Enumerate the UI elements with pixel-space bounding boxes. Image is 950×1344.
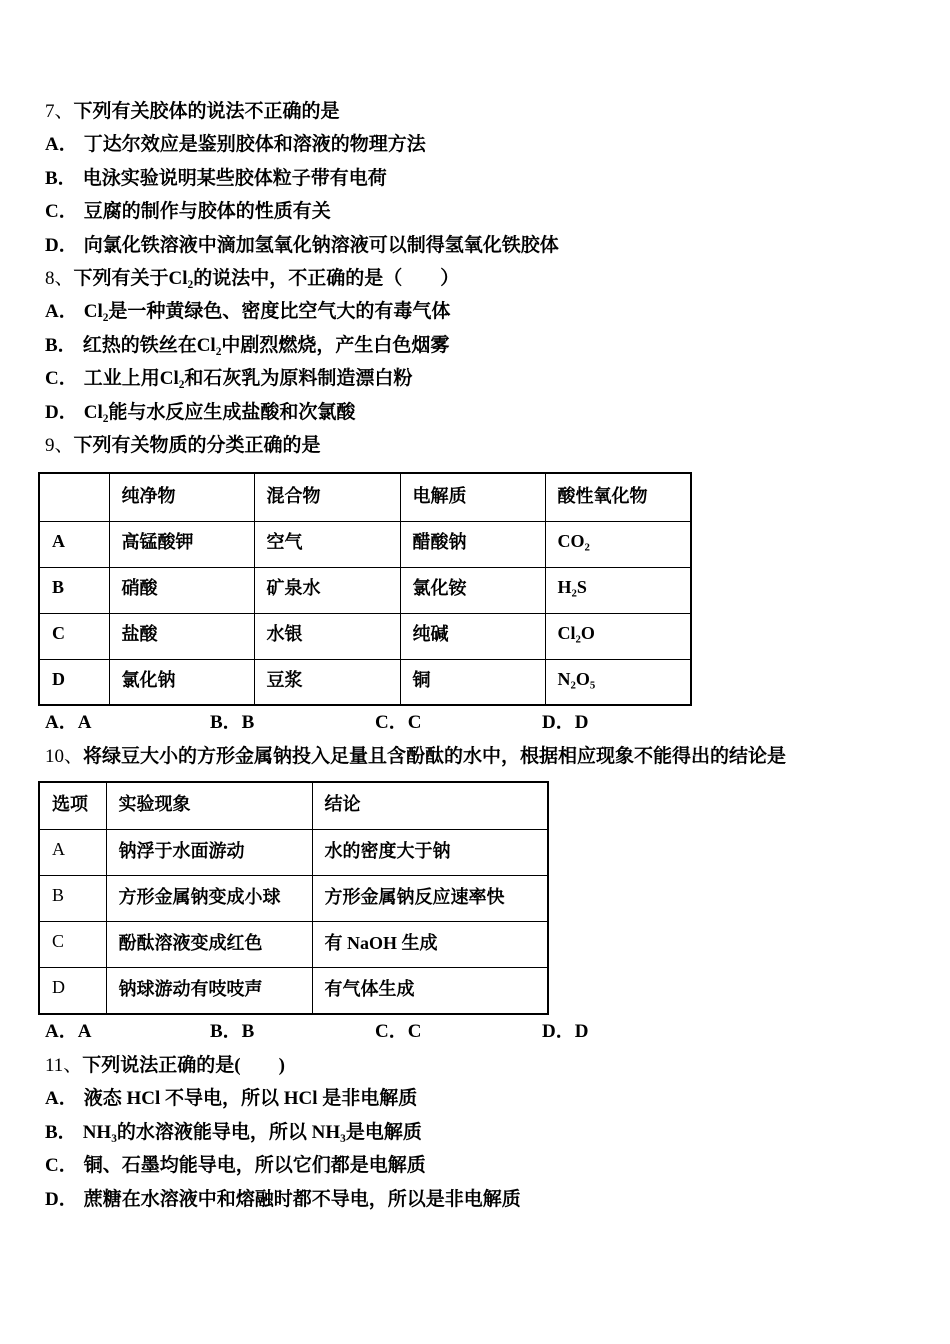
question-8-text: 下列有关于Cl₂的说法中，不正确的是（ ） [73,268,460,290]
question-7-text: 下列有关胶体的说法不正确的是 [73,101,340,122]
row-label: A [39,521,109,567]
header-cell-pure-substance: 纯净物 [109,473,254,521]
cell-phenomenon: 钠球游动有吱吱声 [106,968,312,1014]
option-b-label: B． [45,334,77,356]
cell: 醋酸钠 [400,521,545,567]
option-b-label: B． [45,167,77,189]
cell: 氯化铵 [400,567,545,613]
cell-conclusion: 有气体生成 [312,968,548,1014]
question-11-text: 下列说法正确的是( ) [82,1054,285,1076]
cell: 氯化钠 [109,659,254,705]
option-c-label: C． [45,201,78,223]
option-d-text: 蔗糖在水溶液中和熔融时都不导电，所以是非电解质 [83,1188,521,1210]
substance-classification-table [38,472,692,706]
row-label: D [39,659,109,705]
table-row-d [39,968,548,1014]
cell-conclusion: 水的密度大于钠 [312,830,548,876]
question-8-option-a [45,295,905,328]
answer-choice-c: C．C [375,712,422,734]
option-a-text: 丁达尔效应是鉴别胶体和溶液的物理方法 [83,134,426,156]
option-a-label: A． [45,134,78,156]
answer-choice-a: A．A [45,1020,92,1042]
cell-phenomenon: 酚酞溶液变成红色 [106,922,312,968]
question-11-option-a [45,1082,905,1115]
question-10 [45,740,905,1048]
cell: 盐酸 [109,613,254,659]
table-header-row [39,473,691,521]
table-row-a [39,830,548,876]
header-cell-conclusion: 结论 [312,782,548,830]
question-8-title [45,262,905,295]
cell: 水银 [254,613,400,659]
row-label: D [39,968,106,1014]
answer-choice-b: B．B [210,1020,255,1042]
option-d-label: D． [45,234,78,256]
question-11 [45,1049,905,1216]
table-row-a [39,521,691,567]
answer-choice-b: B．B [210,712,255,734]
table-row-c [39,613,691,659]
table-row-d [39,659,691,705]
question-7-option-a [45,128,905,161]
question-10-answer-choices [45,1015,905,1049]
question-8-option-d [45,396,905,429]
option-b-text: NH₃的水溶液能导电，所以 NH₃是电解质 [82,1121,422,1143]
question-7-number: 7、 [45,101,74,122]
header-cell-acidic-oxide: 酸性氧化物 [545,473,691,521]
question-10-text: 将绿豆大小的方形金属钠投入足量且含酚酞的水中，根据相应现象不能得出的结论是 [83,746,787,768]
question-9-answer-choices [45,706,905,740]
cell-phenomenon: 方形金属钠变成小球 [106,876,312,922]
table-header-row [39,782,548,830]
question-8 [45,262,905,429]
row-label: B [39,876,106,922]
question-7-title [45,95,905,128]
option-d-label: D． [45,1188,78,1210]
question-11-title [45,1049,905,1082]
header-cell-mixture: 混合物 [254,473,400,521]
cell-conclusion: 有 NaOH 生成 [312,922,548,968]
cell: 纯碱 [400,613,545,659]
table-row-c [39,922,548,968]
option-a-label: A． [45,301,78,323]
answer-choice-d: D．D [542,1020,589,1042]
answer-choice-d: D．D [542,712,589,734]
header-cell-blank [39,473,109,521]
cell: 豆浆 [254,659,400,705]
cell: 高锰酸钾 [109,521,254,567]
table-row-b [39,876,548,922]
cell-formula: CO₂ [545,521,691,567]
row-label: B [39,567,109,613]
question-7-option-d [45,229,905,262]
row-label: C [39,922,106,968]
cell-formula: Cl₂O [545,613,691,659]
cell-phenomenon: 钠浮于水面游动 [106,830,312,876]
option-d-text: 向氯化铁溶液中滴加氢氧化钠溶液可以制得氢氧化铁胶体 [83,234,559,256]
question-8-number: 8、 [45,268,74,290]
option-c-text: 铜、石墨均能导电，所以它们都是电解质 [83,1155,426,1177]
question-8-option-c [45,362,905,395]
cell: 硝酸 [109,567,254,613]
question-8-option-b [45,329,905,362]
cell: 铜 [400,659,545,705]
table-row-b [39,567,691,613]
question-7-option-b [45,162,905,195]
option-b-text: 电泳实验说明某些胶体粒子带有电荷 [82,167,387,189]
question-10-title [45,740,905,773]
cell-conclusion: 方形金属钠反应速率快 [312,876,548,922]
cell: 矿泉水 [254,567,400,613]
cell-formula: H₂S [545,567,691,613]
option-c-text: 工业上用Cl₂和石灰乳为原料制造漂白粉 [83,368,413,390]
question-11-option-d [45,1183,905,1216]
question-7 [45,95,905,262]
question-11-option-c [45,1149,905,1182]
answer-choice-a: A．A [45,712,92,734]
answer-choice-c: C．C [375,1020,422,1042]
option-d-text: Cl₂能与水反应生成盐酸和次氯酸 [83,401,356,423]
option-d-label: D． [45,401,78,423]
header-cell-electrolyte: 电解质 [400,473,545,521]
sodium-experiment-table [38,781,549,1015]
option-c-label: C． [45,368,78,390]
question-9-number: 9、 [45,435,74,457]
question-9 [45,429,905,740]
option-a-text: 液态 HCl 不导电，所以 HCl 是非电解质 [83,1088,418,1110]
option-b-label: B． [45,1121,77,1143]
question-9-text: 下列有关物质的分类正确的是 [73,435,321,457]
option-b-text: 红热的铁丝在Cl₂中剧烈燃烧，产生白色烟雾 [82,334,450,356]
header-cell-phenomenon: 实验现象 [106,782,312,830]
option-a-label: A． [45,1088,78,1110]
row-label: C [39,613,109,659]
option-c-label: C． [45,1155,78,1177]
question-7-option-c [45,195,905,228]
question-11-option-b [45,1116,905,1149]
question-11-number: 11、 [45,1054,83,1076]
question-9-title [45,429,905,462]
cell: 空气 [254,521,400,567]
question-10-number: 10、 [45,746,84,768]
cell-formula: N₂O₅ [545,659,691,705]
row-label: A [39,830,106,876]
option-a-text: Cl₂是一种黄绿色、密度比空气大的有毒气体 [83,301,451,323]
header-cell-option: 选项 [39,782,106,830]
option-c-text: 豆腐的制作与胶体的性质有关 [83,201,331,223]
